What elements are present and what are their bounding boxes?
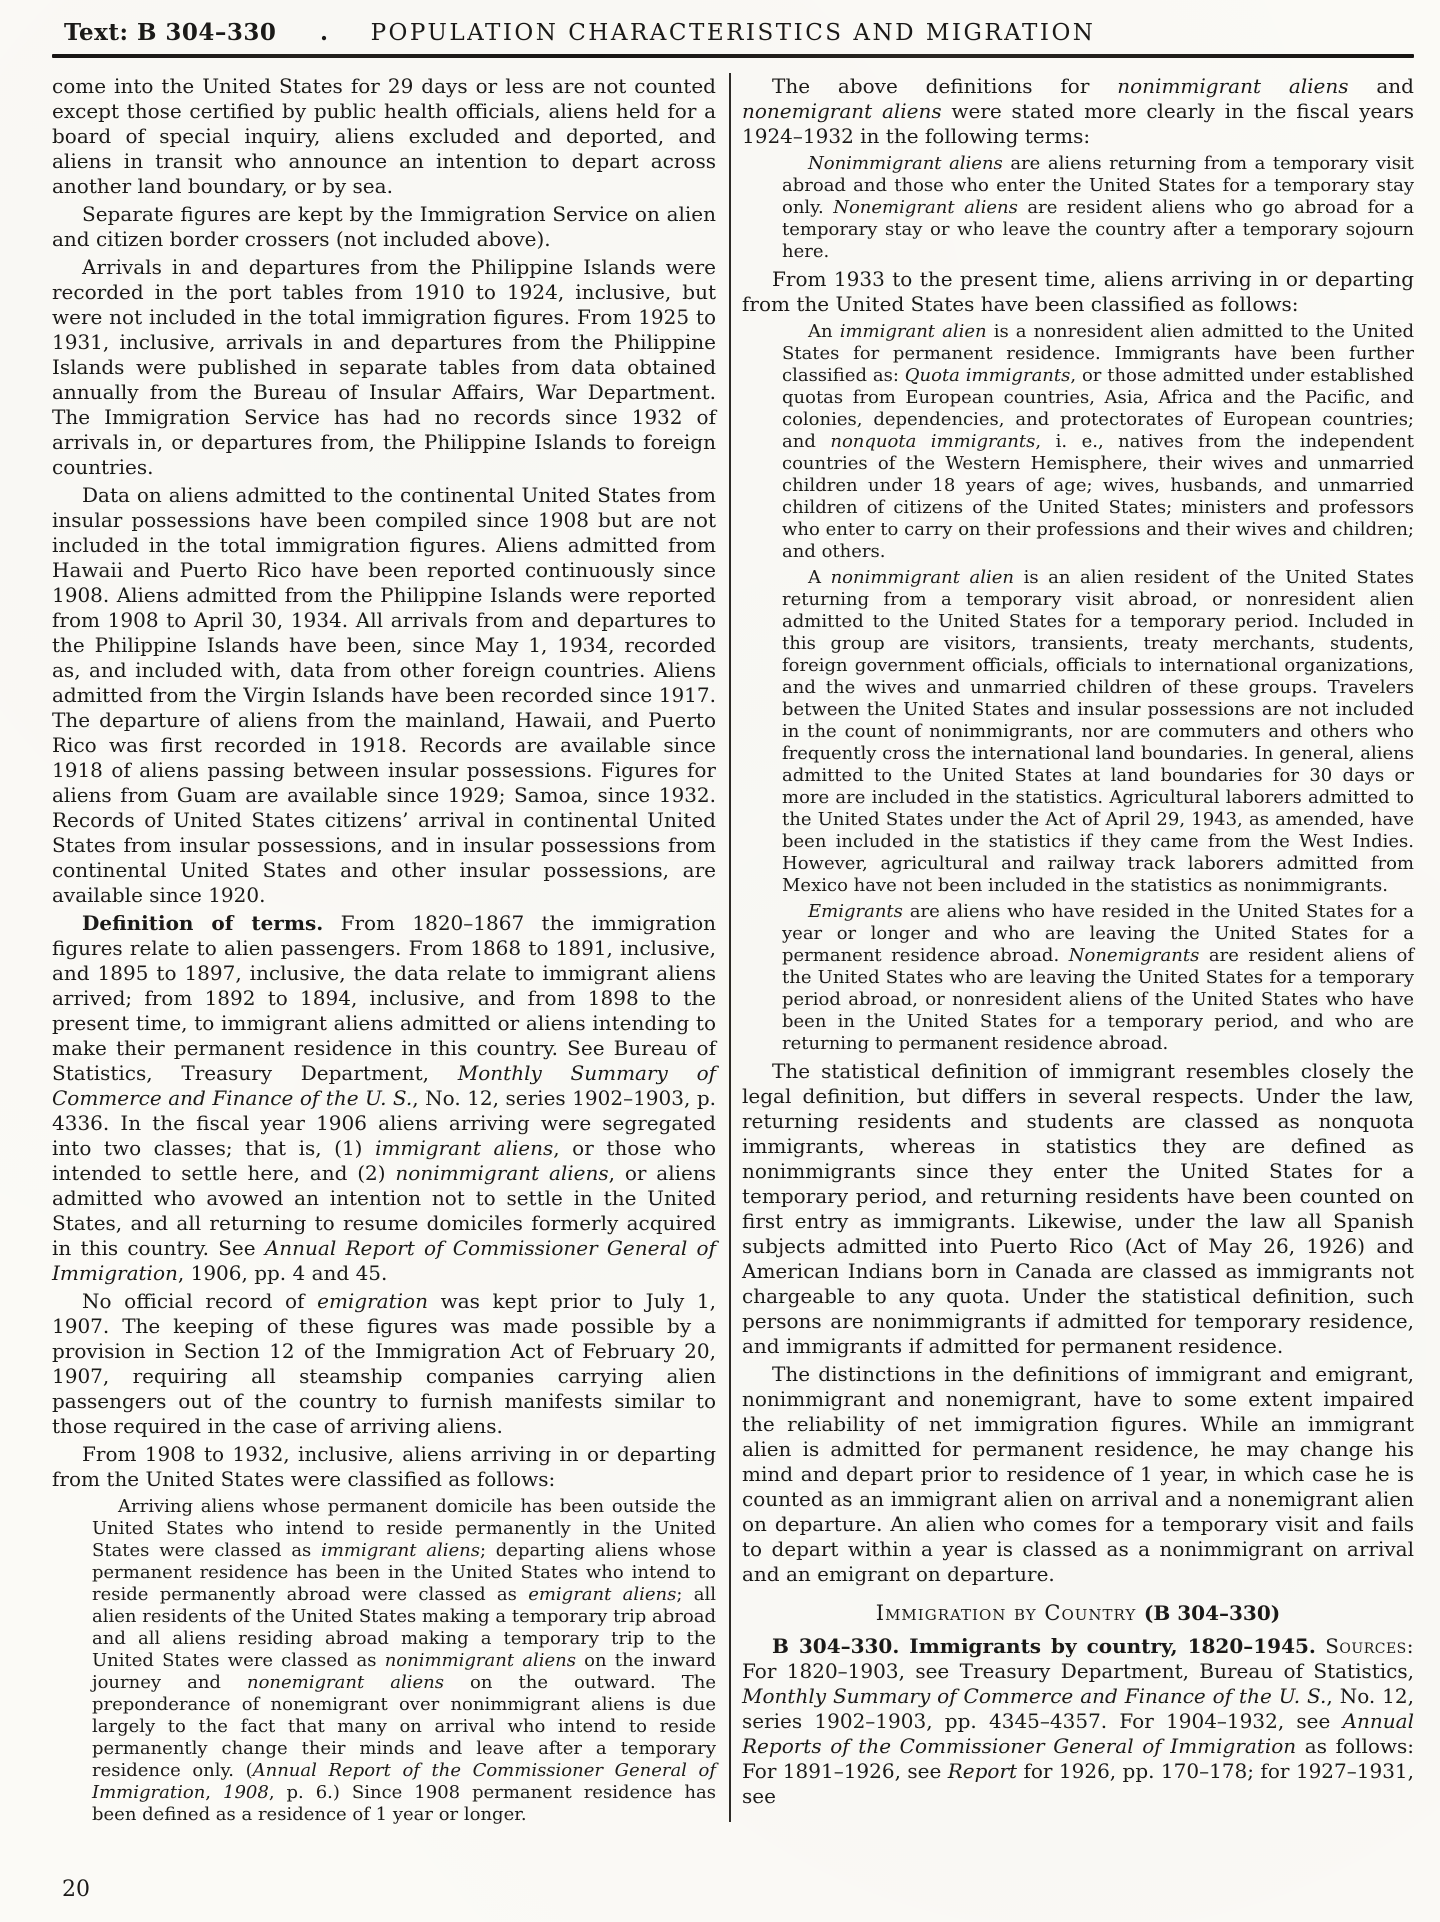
italic-text: Nonimmigrant aliens — [808, 153, 1003, 174]
left-paragraph-1 — [52, 74, 716, 199]
italic-text: nonimmigrant aliens — [1117, 74, 1349, 98]
text-run: The statistical definition of immigrant resembles closely the legal definition, but differs in several respects. Under the law, returning residents and students are classed as nonquota immigrants, whereas in statistics they are defined as nonimmigrants since they enter the United States for a temporary period, and returning residents have been counted on first entry as immigrants. Likewise, under the law all Spanish subjects admitted into Puerto Rico (Act of May 26, 1926) and American Indians born in Canada are classed as immigrants not chargeable to any quota. Under the statistical definition, such persons are nonimmigrants if admitted for temporary residence, and immigrants if admitted for permanent residence. — [742, 1059, 1414, 1358]
italic-text: Nonemigrant aliens — [833, 197, 1018, 218]
text-run: No official record of — [82, 1289, 318, 1313]
italic-text: nonemigrant aliens — [247, 1672, 444, 1693]
italic-text: nonquota immigrants — [830, 431, 1036, 452]
text-run: on the inward journey and — [92, 1650, 716, 1693]
italic-text: nonimmigrant aliens — [384, 1650, 576, 1671]
text-columns — [52, 71, 1414, 1830]
section-heading — [742, 1601, 1414, 1626]
italic-text: emigrant aliens — [528, 1584, 677, 1605]
header-rule — [52, 54, 1414, 58]
right-paragraph-1 — [742, 74, 1414, 149]
right-paragraph-5 — [782, 567, 1414, 897]
header-reference: Text: B 304–330 — [64, 19, 277, 46]
left-paragraph-7 — [52, 1442, 716, 1492]
italic-text: Nonemigrants — [1068, 945, 1200, 966]
text-run: , 1906, pp. 4 and 45. — [177, 1261, 388, 1285]
text-run: A — [808, 567, 831, 588]
text-run: An — [808, 321, 840, 342]
bold-text: Definition of terms. — [82, 911, 324, 935]
text-run: are resident aliens of the United States who are leaving the United States for a temporary period abroad, or nonresident aliens of the United States who have been in the United States for a temporary period, and who are returning to permanent residence abroad. — [782, 945, 1414, 1054]
text-run: , No. 12, series 1902–1903, p. 4336. In the fiscal year 1906 aliens arriving were segregated into two classes; that is, (1) — [52, 1086, 717, 1160]
italic-text: immigrant aliens — [375, 1136, 554, 1160]
italic-text: Quota immigrants — [904, 365, 1071, 386]
text-run: , or those admitted under established quotas from European countries, Asia, Africa and the Pacific, and colonies, dependencies, and protectorates of European countries; and — [782, 365, 1414, 452]
text-run: From 1820–1867 the immigration figures relate to alien passengers. From 1868 to 1891, inclusive, and 1895 to 1897, inclusive, the data relate to immigrant aliens arrived; from 1892 to 1894, inclusive, and from 1898 to the present time, to immigrant aliens admitted or aliens intending to make their permanent residence in this country. See Bureau of Statistics, Treasury Department, — [52, 911, 716, 1085]
text-run: ; departing aliens whose permanent residence has been in the United States who intend to reside permanently abroad were classed as — [92, 1540, 716, 1605]
left-paragraph-5 — [52, 911, 716, 1286]
right-column — [742, 71, 1414, 1830]
text-run: , or aliens admitted who avowed an intention not to settle in the United States, and all returning to resume domiciles formerly acquired in this country. See — [52, 1161, 716, 1260]
text-run: on the outward. The preponderance of nonemigrant over nonimmigrant aliens is due largely to the fact that many on arrival who intend to reside permanently change their minds and leave after a temporary residence only. ( — [92, 1672, 716, 1781]
italic-text: emigration — [317, 1289, 428, 1313]
text-run: The distinctions in the definitions of immigrant and emigrant, nonimmigrant and nonemigrant, have to some extent impaired the reliability of net immigration figures. While an immigrant alien is admitted for permanent residence, he may change his mind and depart prior to residence of 1 year, in which case he is counted as an immigrant alien on arrival and a nonemigrant alien on departure. An alien who comes for a temporary visit and fails to depart within a year is classed as a nonimmigrant on arrival and an emigrant on departure. — [742, 1362, 1414, 1586]
bold-text: (B 304–330) — [1143, 1601, 1281, 1625]
italic-text: Report — [947, 1759, 1018, 1783]
text-run: , or those who intended to settle here, and (2) — [52, 1136, 717, 1185]
text-run: come into the United States for 29 days or less are not counted except those certified by public health officials, aliens held for a board of special inquiry, aliens excluded and deported, and aliens in transit who announce an intention to depart across another land boundary, or by sea. — [52, 74, 716, 198]
bold-text: B 304–330. Immigrants by country, 1820–1945. — [772, 1634, 1316, 1658]
text-run: ; all alien residents of the United States making a temporary trip abroad and all aliens residing abroad making a temporary trip to the United States were classed as — [92, 1584, 716, 1671]
left-paragraph-3 — [52, 255, 716, 480]
text-run: Data on aliens admitted to the continental United States from insular possessions have been compiled since 1908 but are not included in the total immigration figures. Aliens admitted from Hawaii and Puerto Rico have been reported continuously since 1908. Aliens admitted from the Philippine Islands were reported from 1908 to April 30, 1934. All arrivals from and departures to the Philippine Islands have been, since May 1, 1934, recorded as, and included with, data from other foreign countries. Aliens admitted from the Virgin Islands have been recorded since 1917. The departure of aliens from the mainland, Hawaii, and Puerto Rico was first recorded in 1918. Records are available since 1918 of aliens passing between insular possessions. Figures for aliens from Guam are available since 1929; Samoa, since 1932. Records of United States citizens’ arrival in continental United States from insular possessions, and in insular possessions from continental United States and other insular possessions, are available since 1920. — [52, 483, 716, 907]
italic-text: 1908 — [223, 1782, 269, 1803]
right-paragraph-7 — [742, 1059, 1414, 1359]
right-paragraph-10 — [742, 1634, 1414, 1809]
left-paragraph-4 — [52, 483, 716, 908]
page-number: 20 — [62, 1877, 90, 1902]
italic-text: Monthly Summary of Commerce and Finance of the U. S. — [52, 1061, 717, 1110]
italic-text: nonimmigrant alien — [830, 567, 1014, 588]
smallcaps-text: Immigration by Country — [875, 1601, 1144, 1625]
text-run: From 1933 to the present time, aliens arriving in or departing from the United States have been classified as follows: — [742, 267, 1414, 316]
right-paragraph-2 — [782, 153, 1414, 263]
italic-text: nonimmigrant aliens — [395, 1161, 609, 1185]
text-run: Arrivals in and departures from the Philippine Islands were recorded in the port tables from 1910 to 1924, inclusive, but were not included in the total immigration figures. From 1925 to 1931, inclusive, arrivals in and departures from the Philippine Islands were published in separate tables from data obtained annually from the Bureau of Insular Affairs, War Department. The Immigration Service has had no records since 1932 of arrivals in, or departures from, the Philippine Islands to foreign countries. — [52, 255, 716, 479]
text-run: , p. 6.) Since 1908 permanent residence has been defined as a residence of 1 year or longer. — [92, 1782, 716, 1825]
text-run: was kept prior to July 1, 1907. The keeping of these figures was made possible by a provision in Section 12 of the Immigration Act of February 20, 1907, requiring all steamship companies carrying alien passengers out of the country to furnish manifests similar to those required in the case of arriving aliens. — [52, 1289, 716, 1438]
italic-text: Annual Reports of the Commissioner General of Immigration — [742, 1709, 1414, 1758]
text-run: The above definitions for — [772, 74, 1118, 98]
page-title: POPULATION CHARACTERISTICS AND MIGRATION — [370, 20, 1096, 46]
text-run: , — [205, 1782, 223, 1803]
smallcaps-text: Sources: — [1325, 1634, 1415, 1658]
text-run: are aliens who have resided in the United States for a year or longer and who are leaving the United States for a permanent residence abroad. — [782, 901, 1414, 966]
text-run: Arriving aliens whose permanent domicile has been outside the United States who intend to reside permanently in the United States were classed as — [92, 1496, 716, 1561]
text-run: as follows: For 1891–1926, see — [742, 1734, 1414, 1783]
italic-text: immigrant aliens — [321, 1540, 480, 1561]
right-paragraph-3 — [742, 267, 1414, 317]
left-paragraph-6 — [52, 1289, 716, 1439]
text-run: is a nonresident alien admitted to the United States for permanent residence. Immigrants have been further classified as: — [782, 321, 1414, 386]
italic-text: Annual Report of Commissioner General of Immigration — [52, 1236, 716, 1285]
left-paragraph-8 — [92, 1496, 716, 1826]
text-run: , No. 12, series 1902–1903, pp. 4345–4357. For 1904–1932, see — [742, 1684, 1414, 1733]
text-run: are aliens returning from a temporary visit abroad and those who enter the United States for a temporary stay only. — [782, 153, 1414, 218]
text-run: is an alien resident of the United States returning from a temporary visit abroad, or nonresident alien admitted to the United States for a temporary period. Included in this group are visitors, transients, treaty merchants, students, foreign government officials, officials to international organizations, and the wives and unmarried children of these groups. Travelers between the United States and insular possessions are not included in the count of nonimmigrants, nor are commuters and others who frequently cross the international land boundaries. In general, aliens admitted to the United States at land boundaries for 30 days or more are included in the statistics. Agricultural laborers admitted to the United States under the Act of April 29, 1943, as amended, have been included in the statistics if they came from the West Indies. However, agricultural and railway track laborers admitted from Mexico have not been included in the statistics as nonimmigrants. — [782, 567, 1414, 896]
italic-text: immigrant alien — [839, 321, 987, 342]
text-run: Separate figures are kept by the Immigration Service on alien and citizen border crossers (not included above). — [52, 202, 716, 251]
text-run: From 1908 to 1932, inclusive, aliens arriving in or departing from the United States were classified as follows: — [52, 1442, 716, 1491]
italic-text: nonemigrant aliens — [742, 99, 942, 123]
text-run — [1316, 1634, 1325, 1658]
page-header — [52, 16, 1414, 50]
text-run: For 1820–1903, see Treasury Department, Bureau of Statistics, — [742, 1659, 1414, 1683]
right-paragraph-4 — [782, 321, 1414, 563]
italic-text: Annual Report of the Commissioner General of Immigration — [92, 1760, 717, 1803]
right-paragraph-8 — [742, 1362, 1414, 1587]
text-run: , i. e., natives from the independent countries of the Western Hemisphere, their wives and unmarried children under 18 years of age; wives, husbands, and unmarried children of citizens of the United States; ministers and professors who enter to carry on their professions and their wives and children; and others. — [782, 431, 1414, 562]
text-run: for 1926, pp. 170–178; for 1927–1931, see — [742, 1759, 1414, 1808]
italic-text: Emigrants — [808, 901, 903, 922]
column-divider — [729, 73, 731, 1822]
italic-text: Monthly Summary of Commerce and Finance of the U. S. — [742, 1684, 1327, 1708]
text-run: are resident aliens who go abroad for a temporary stay or who leave the country after a temporary sojourn here. — [782, 197, 1414, 262]
left-paragraph-2 — [52, 202, 716, 252]
right-paragraph-6 — [782, 901, 1414, 1055]
header-dot-artifact: . — [320, 19, 329, 46]
text-run: and — [1348, 74, 1414, 98]
left-column — [52, 71, 716, 1830]
text-run: were stated more clearly in the fiscal years 1924–1932 in the following terms: — [742, 99, 1414, 148]
